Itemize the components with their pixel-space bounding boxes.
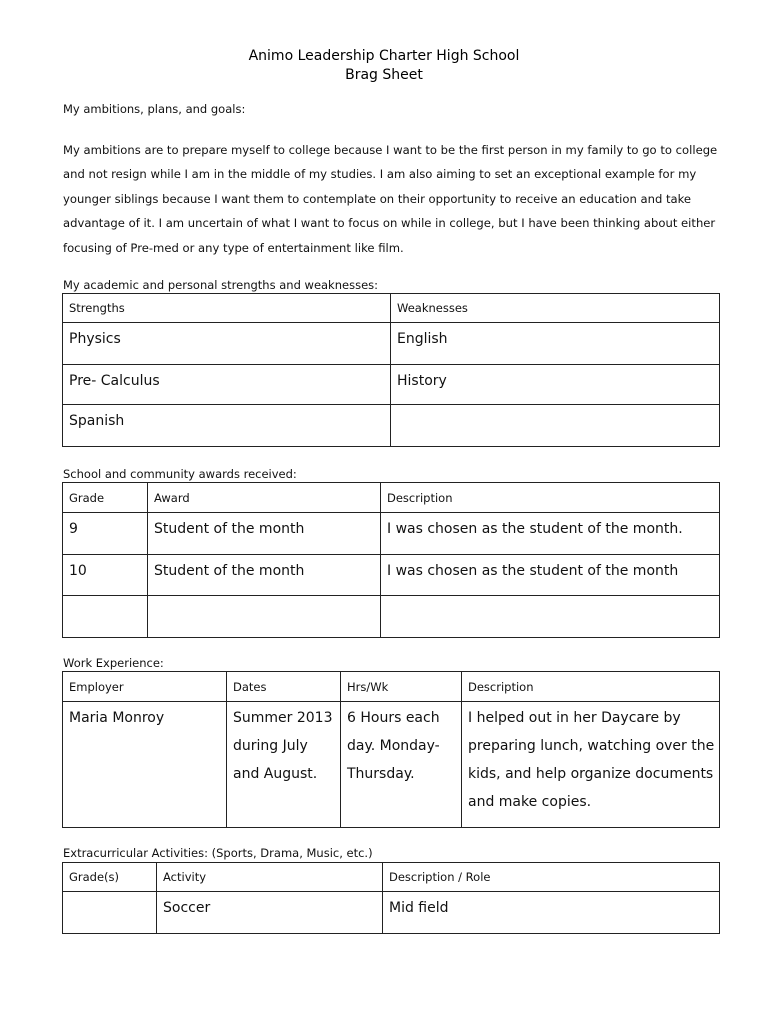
column-header: Hrs/Wk	[341, 672, 462, 702]
description-line: preparing lunch, watching over the	[468, 738, 715, 754]
table-cell: Physics	[63, 323, 391, 365]
column-header: Description / Role	[383, 863, 720, 892]
table-cell: Pre- Calculus	[63, 365, 391, 405]
column-header: Employer	[63, 672, 227, 702]
awards-table	[62, 482, 720, 638]
column-header: Description	[381, 483, 720, 513]
document-title: Brag Sheet	[345, 67, 423, 83]
table-cell: English	[391, 323, 720, 365]
description-line: I helped out in her Daycare by	[468, 710, 681, 726]
table-cell	[391, 405, 720, 447]
column-header: Grade(s)	[63, 863, 157, 892]
table-cell	[63, 596, 148, 638]
table-cell	[148, 596, 381, 638]
table-row	[63, 513, 720, 555]
table-header-row	[63, 863, 720, 892]
work-table	[62, 671, 720, 828]
table-cell: I was chosen as the student of the month.	[381, 513, 720, 555]
extracurricular-label: Extracurricular Activities: (Sports, Drama, Music, etc.)	[63, 846, 373, 860]
goals-line: and not resign while I am in the middle of my studies. I am also aiming to set an exceptional example for my	[63, 167, 697, 182]
column-header: Description	[462, 672, 720, 702]
column-header: Grade	[63, 483, 148, 513]
strengths-label: My academic and personal strengths and weaknesses:	[63, 278, 379, 292]
column-header: Strengths	[63, 294, 391, 323]
column-header: Dates	[227, 672, 341, 702]
extracurricular-table	[62, 862, 720, 934]
table-cell: Student of the month	[148, 513, 381, 555]
goals-label: My ambitions, plans, and goals:	[63, 102, 246, 116]
table-row	[63, 365, 720, 405]
hours-line: day. Monday-	[347, 738, 440, 754]
employer-name: Maria Monroy	[69, 710, 165, 726]
column-header: Activity	[157, 863, 383, 892]
table-cell: 10	[63, 555, 148, 596]
table-cell: 9	[63, 513, 148, 555]
dates-line: Summer 2013	[233, 710, 333, 726]
table-cell: History	[391, 365, 720, 405]
work-label: Work Experience:	[63, 656, 164, 670]
goals-line: focusing of Pre-med or any type of entertainment like film.	[63, 240, 404, 255]
table-cell	[63, 892, 157, 934]
hours-line: Thursday.	[347, 766, 415, 782]
table-cell	[341, 702, 462, 828]
dates-line: during July	[233, 738, 308, 754]
table-cell: I was chosen as the student of the month	[381, 555, 720, 596]
column-header: Weaknesses	[391, 294, 720, 323]
table-cell	[227, 702, 341, 828]
awards-label: School and community awards received:	[63, 467, 297, 481]
table-row	[63, 702, 720, 828]
table-cell	[63, 702, 227, 828]
table-row	[63, 555, 720, 596]
goals-line: younger siblings because I want them to contemplate on their opportunity to receive an education and take	[63, 191, 692, 206]
table-cell: Student of the month	[148, 555, 381, 596]
strengths-table	[62, 293, 720, 447]
table-row	[63, 892, 720, 934]
dates-line: and August.	[233, 766, 318, 782]
table-cell: Mid field	[383, 892, 720, 934]
description-line: kids, and help organize documents	[468, 766, 714, 782]
hours-line: 6 Hours each	[347, 710, 440, 726]
school-name: Animo Leadership Charter High School	[248, 48, 520, 64]
table-header-row	[63, 483, 720, 513]
table-cell: Spanish	[63, 405, 391, 447]
column-header: Award	[148, 483, 381, 513]
table-row	[63, 323, 720, 365]
table-cell: Soccer	[157, 892, 383, 934]
description-line: and make copies.	[468, 794, 592, 810]
goals-line: My ambitions are to prepare myself to college because I want to be the first person in my family to go to college	[63, 143, 718, 157]
table-cell	[381, 596, 720, 638]
goals-line: advantage of it. I am uncertain of what I want to focus on while in college, but I have been thinking about either	[63, 216, 716, 231]
table-header-row	[63, 672, 720, 702]
table-row	[63, 405, 720, 447]
table-header-row	[63, 294, 720, 323]
goals-paragraph	[63, 138, 718, 260]
table-cell	[462, 702, 720, 828]
table-row	[63, 596, 720, 638]
